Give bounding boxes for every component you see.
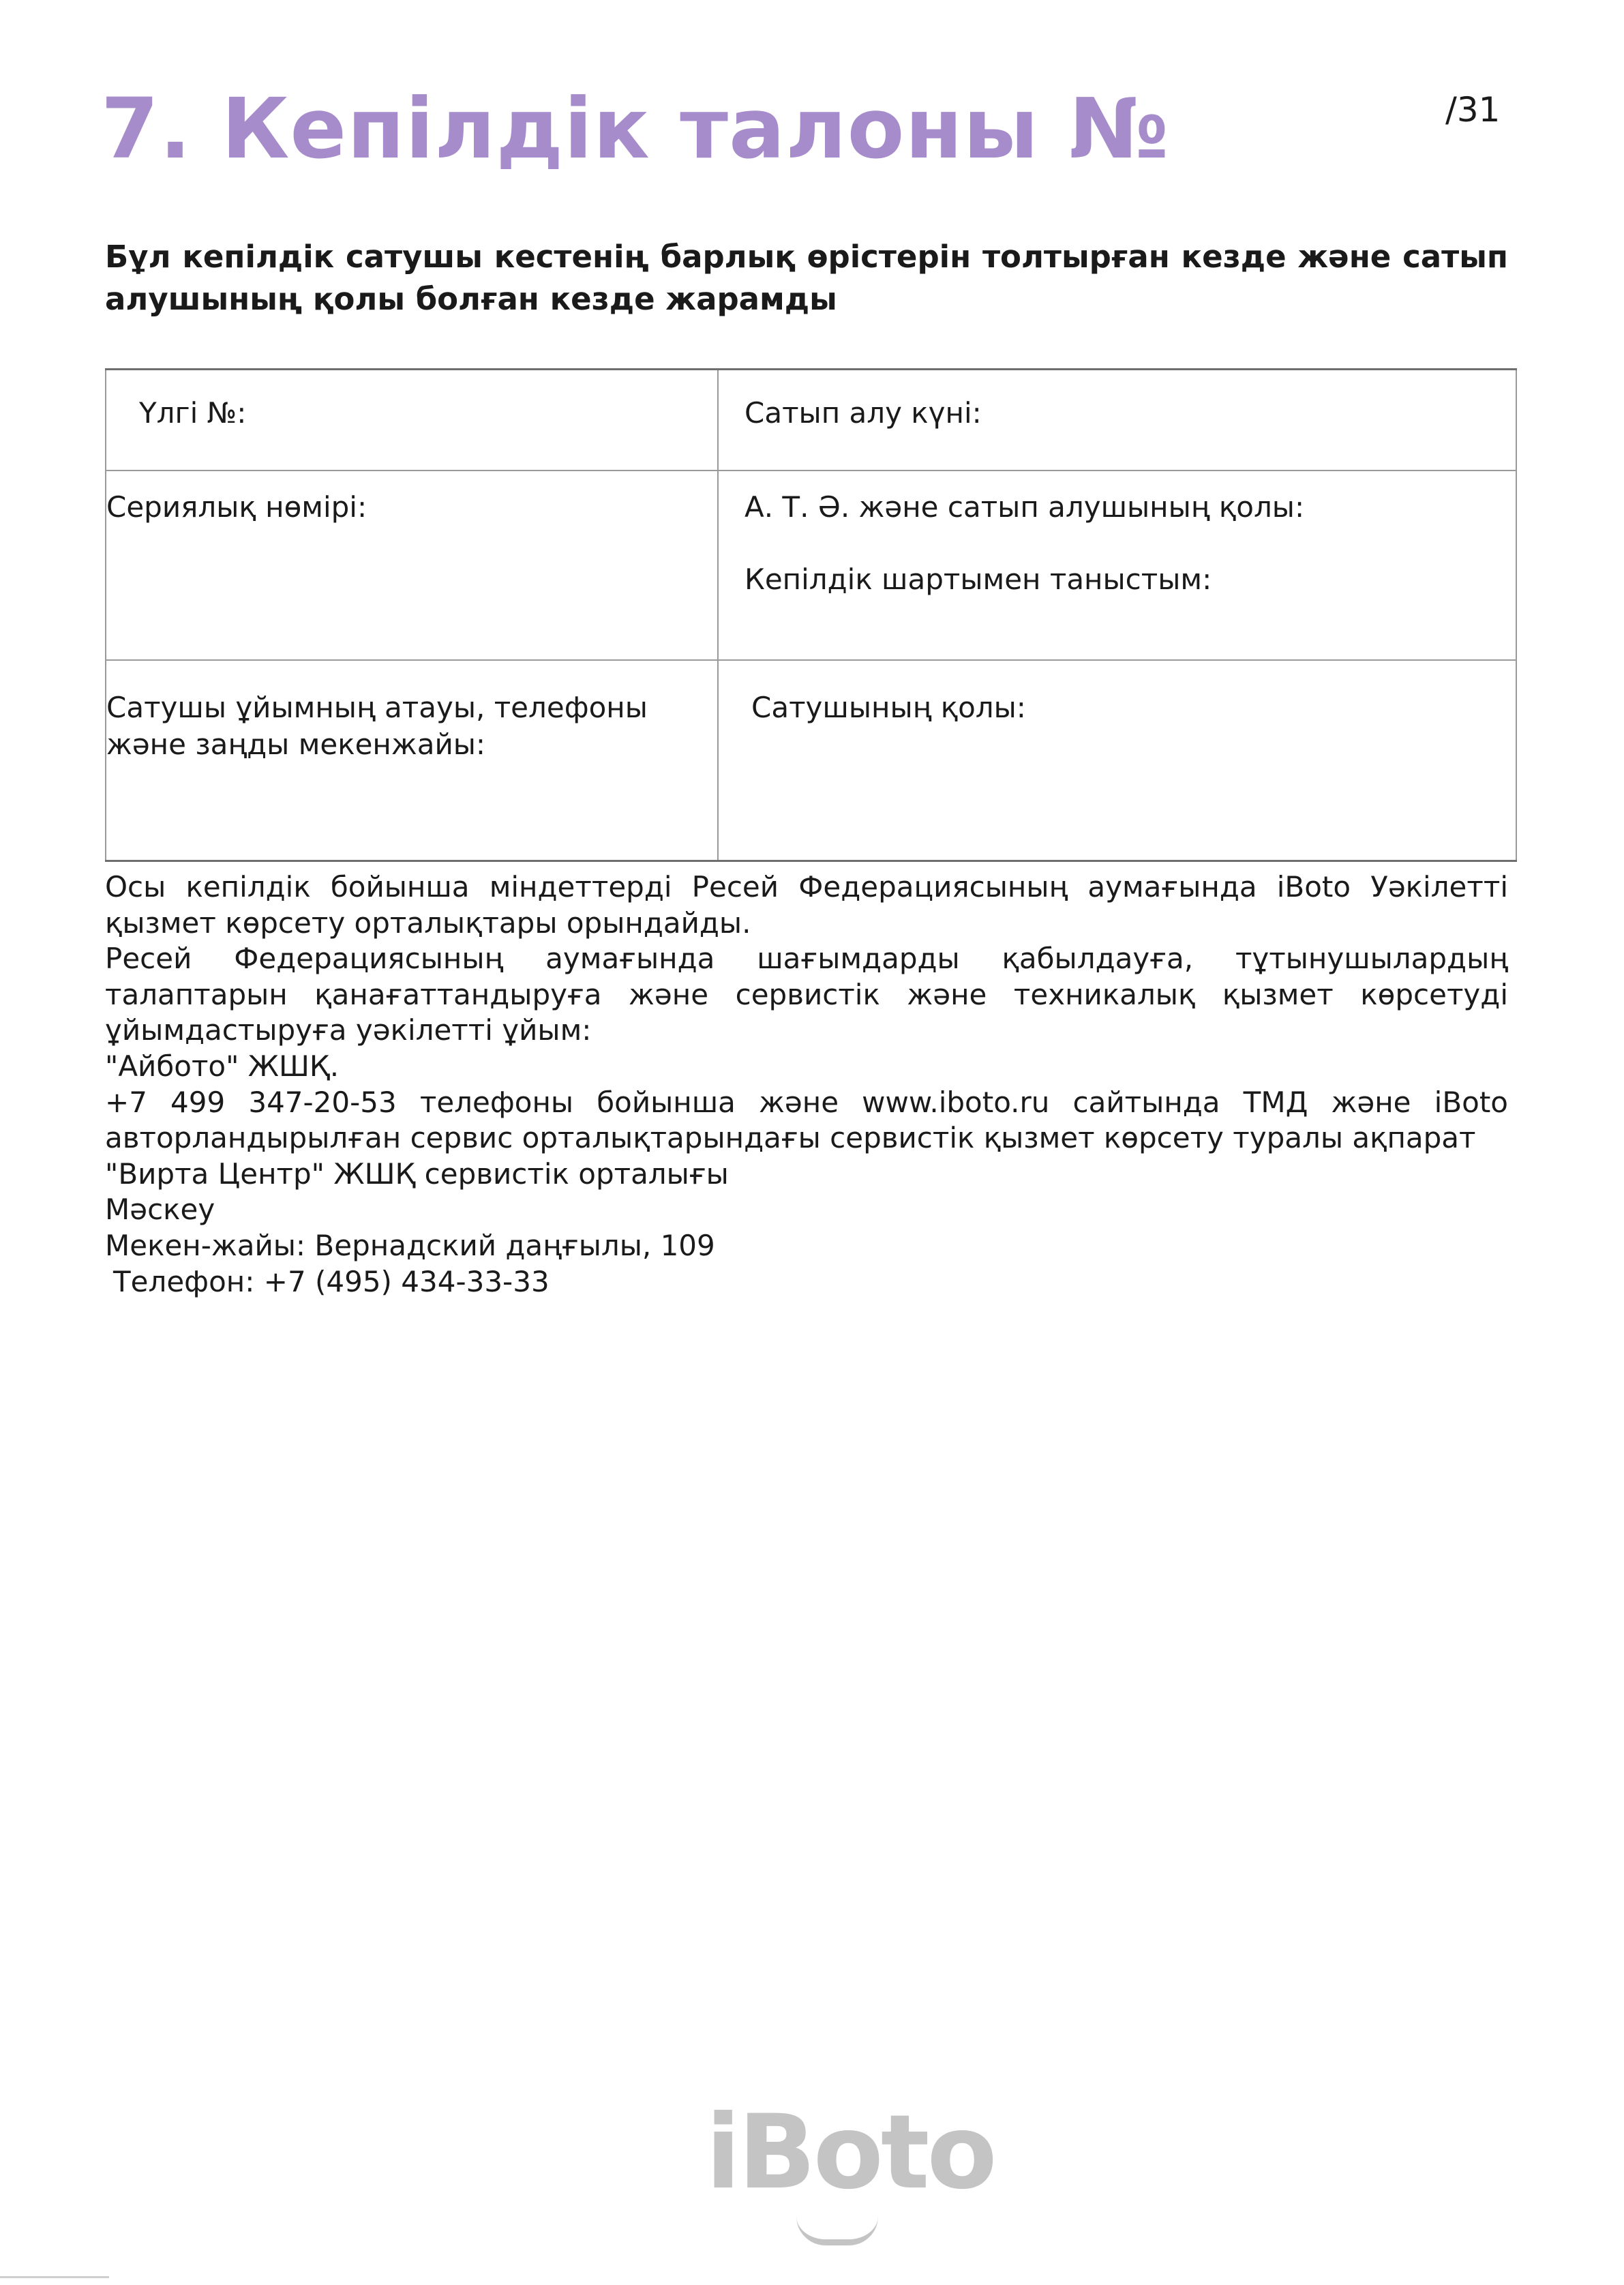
seller-signature-label: Сатушының қолы: [751,691,1026,724]
table-row [106,660,1516,861]
model-label: Үлгі №: [139,396,247,430]
service-center-name: "Вирта Центр" ЖШҚ сервистік орталығы [105,1156,729,1191]
seller-org-label-line1: Сатушы ұйымның атауы, телефоны [106,691,648,724]
address: Мекен-жайы: Вернадский даңғылы, 109 [105,1228,715,1262]
authorized-org-line3: ұйымдастыруға уәкілетті ұйым: [105,1013,592,1047]
warranty-table [105,368,1517,862]
model-cell[interactable] [106,370,718,471]
table-row [106,370,1516,471]
page-number: /31 [1445,90,1501,130]
seller-org-label-line2: және заңды мекенжайы: [106,728,486,761]
iboto-logo: iBoto [706,2093,995,2212]
authorized-org-line1: Ресей Федерациясының аумағында шағымдарды қабылдауға, тұтынушылардың [105,942,1508,976]
purchase-date-cell[interactable] [718,370,1516,471]
authorized-org-line2: талаптарын қанағаттандыруға және сервистік және техникалық қызмет көрсетуді [105,977,1508,1011]
terms-ack-label: Кепілдік шартымен таныстым: [745,563,1212,596]
serial-cell[interactable] [106,471,718,660]
buyer-signature-label: А. Т. Ә. және сатып алушының қолы: [745,490,1305,524]
page-title: 7. Кепілдік талоны № [101,80,1170,177]
buyer-signature-cell[interactable] [718,471,1516,660]
purchase-date-label: Сатып алу күні: [745,396,982,430]
intro-text: Бұл кепілдік сатушы кестенің барлық өрістерін толтырған кезде және сатып алушының қолы болған кезде жарамды [105,239,1508,317]
service-info [105,869,1508,1300]
footer-divider [0,2276,109,2278]
company-name: "Айбото" ЖШҚ. [105,1049,340,1083]
phone: Телефон: +7 (495) 434-33-33 [113,1264,550,1298]
obligations-paragraph: Осы кепілдік бойынша міндеттерді Ресей Федерациясының аумағында iBoto Уәкілетті қызмет көрсету орталықтары орындайды. [105,870,1508,940]
contact-line1: +7 499 347-20-53 телефоны бойынша және www.iboto.ru сайтында ТМД және iBoto [105,1085,1508,1119]
logo-smile-icon [796,2216,878,2245]
table-row [106,471,1516,660]
seller-signature-cell[interactable] [718,660,1516,861]
seller-org-cell[interactable] [106,660,718,861]
serial-label: Сериялық нөмірі: [106,490,367,524]
city: Мәскеу [105,1193,215,1227]
contact-line2: авторландырылған сервис орталықтарындағы сервистік қызмет көрсету туралы ақпарат [105,1121,1476,1155]
